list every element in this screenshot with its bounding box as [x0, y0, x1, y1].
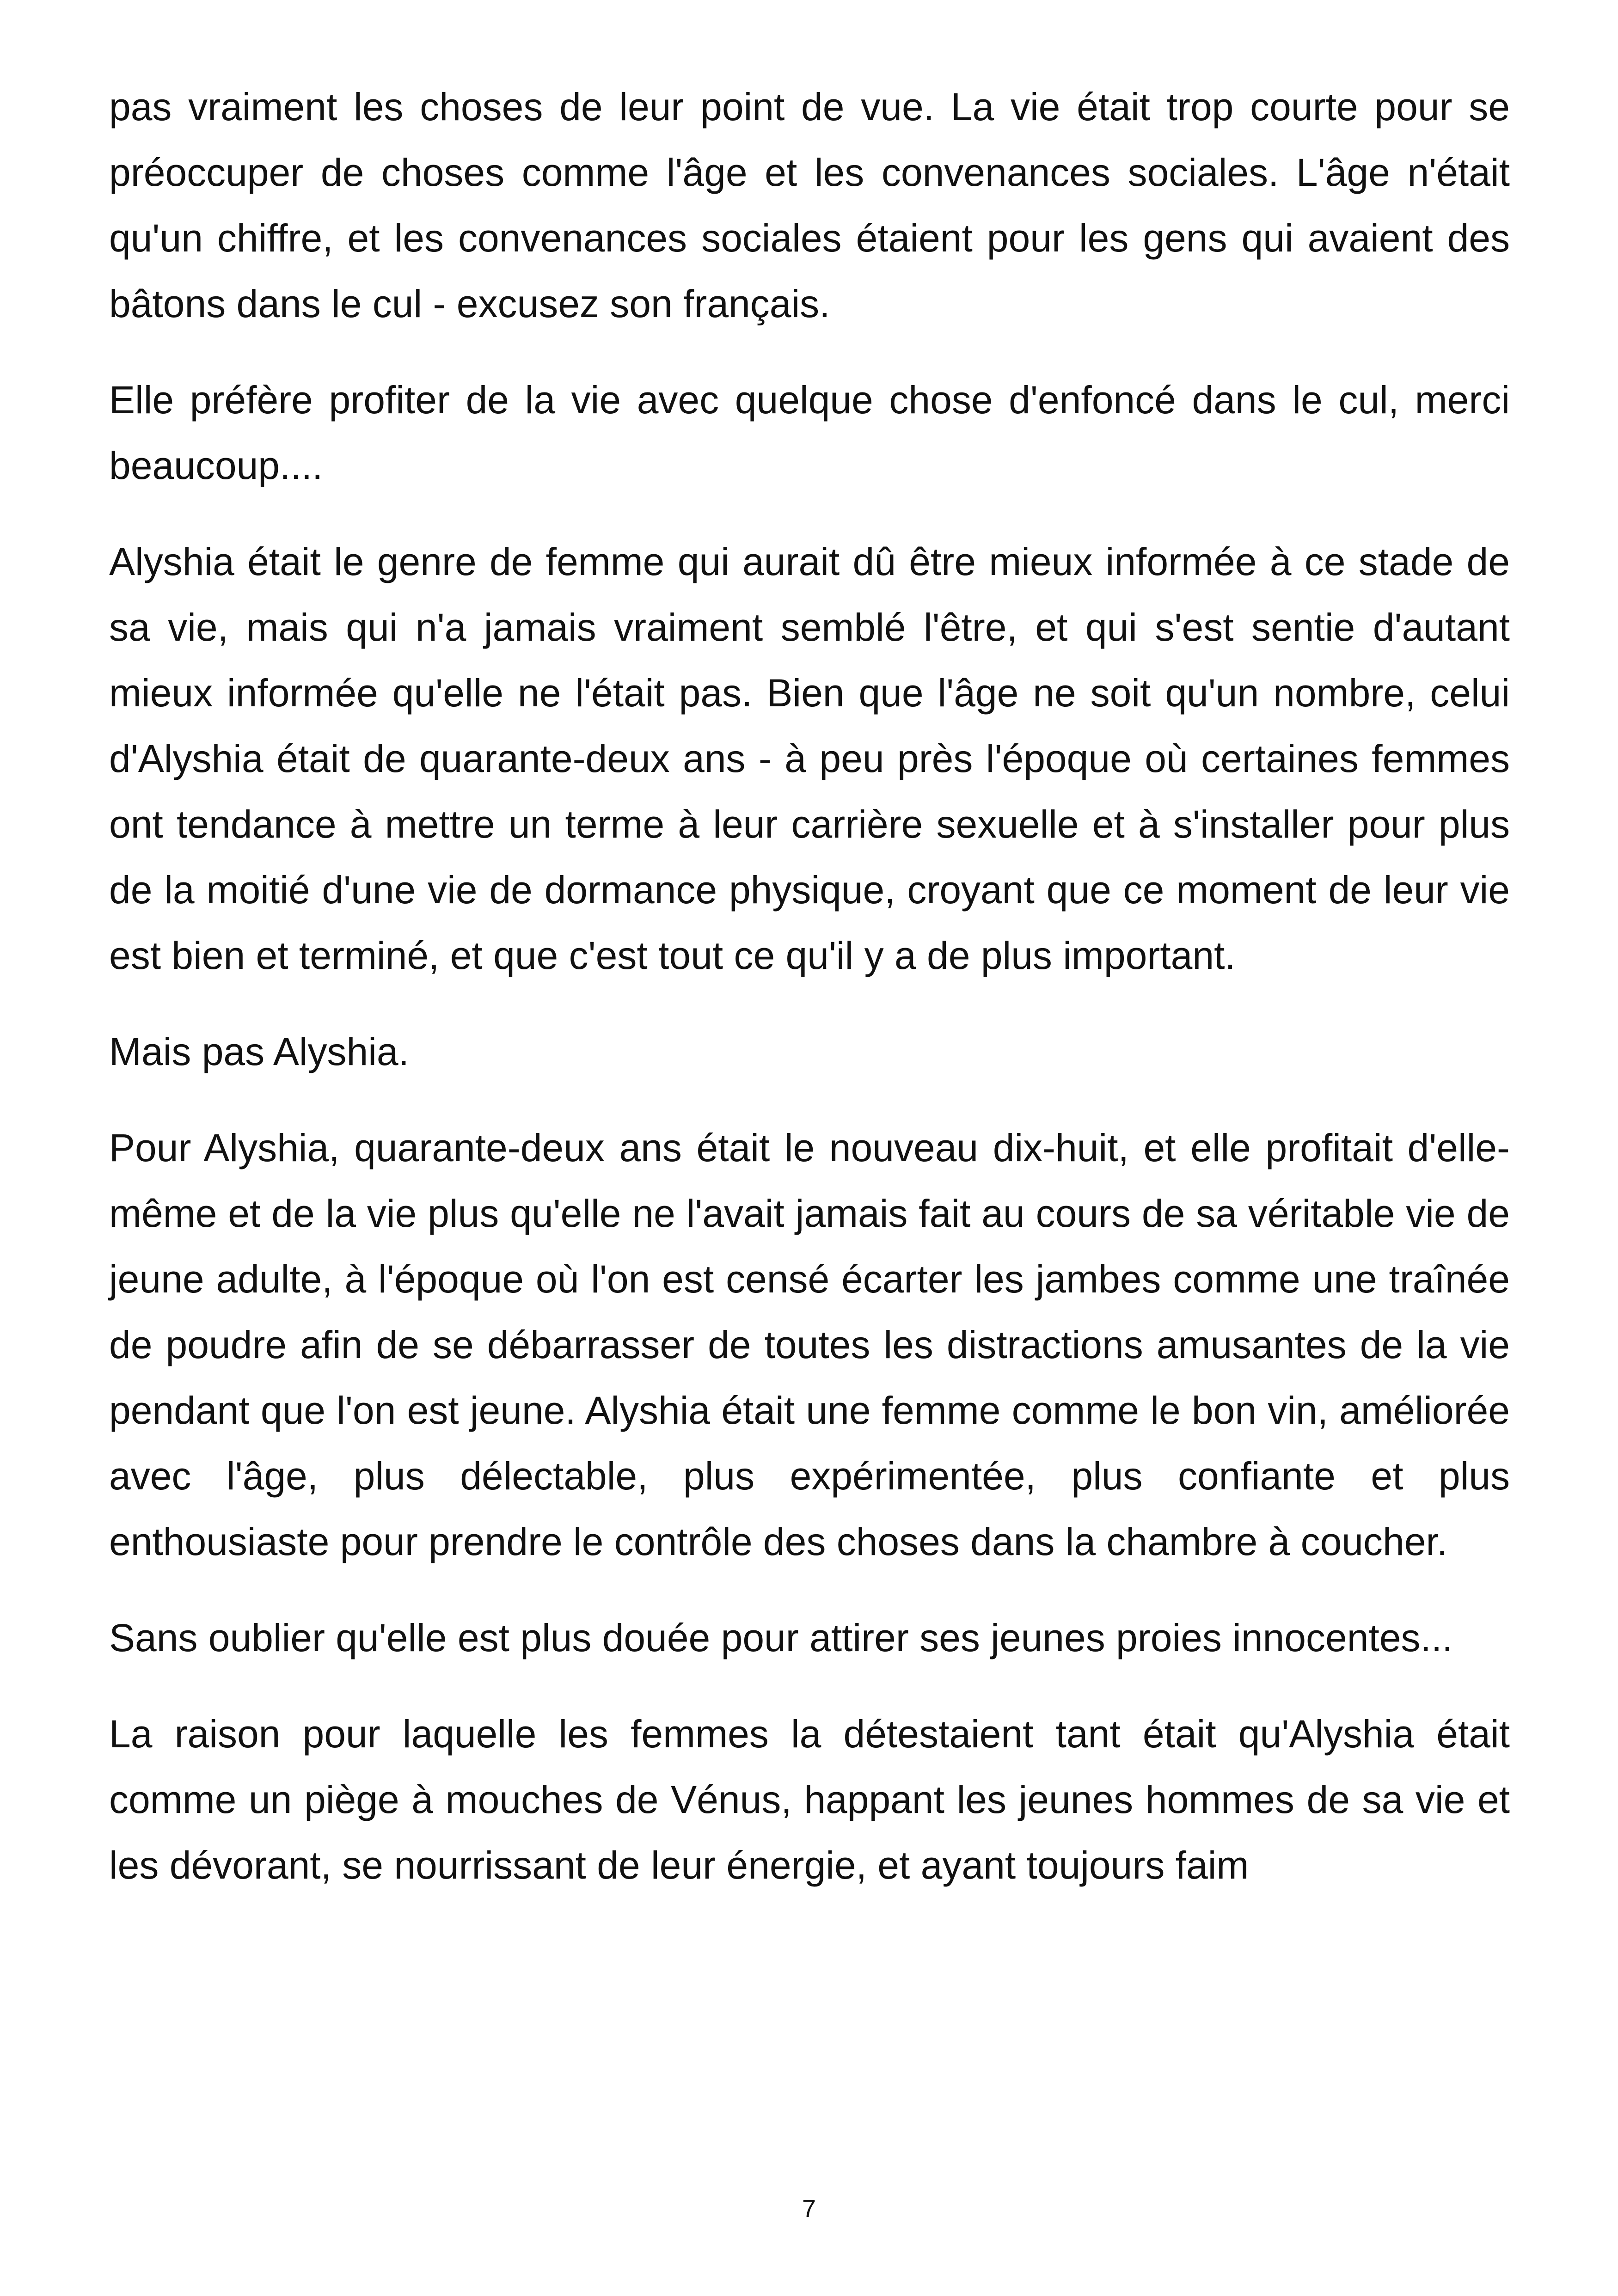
paragraph: Mais pas Alyshia.: [109, 1030, 409, 1073]
paragraph: Pour Alyshia, quarante-deux ans était le nouveau dix-huit, et elle profitait d'elle-même et de la vie plus qu'elle ne l'avait jamais fait au cours de sa véritable vie de jeune adulte, à l'époque où l'on est censé écarter les jambes comme une traînée de poudre afin de se débarrasser de toutes les distractions amusantes de la vie pendant que l'on est jeune. Alyshia était une femme comme le bon vin, améliorée avec l'âge, plus délectable, plus expérimentée, plus confiante et plus enthousiaste pour prendre le contrôle des choses dans la chambre à coucher.: [109, 1126, 1510, 1563]
page-number: 7: [802, 2195, 816, 2223]
paragraph: Elle préfère profiter de la vie avec quelque chose d'enfoncé dans le cul, merci beaucoup....: [109, 378, 1510, 487]
body-text: [109, 74, 1510, 1929]
paragraph: Sans oublier qu'elle est plus douée pour attirer ses jeunes proies innocentes...: [109, 1616, 1453, 1659]
paragraph: La raison pour laquelle les femmes la détestaient tant était qu'Alyshia était comme un piège à mouches de Vénus, happant les jeunes hommes de sa vie et les dévorant, se nourrissant de leur énergie, et ayant toujours faim: [109, 1712, 1510, 1887]
paragraph: pas vraiment les choses de leur point de vue. La vie était trop courte pour se préoccuper de choses comme l'âge et les convenances sociales. L'âge n'était qu'un chiffre, et les convenances sociales étaient pour les gens qui avaient des bâtons dans le cul - excusez son français.: [109, 85, 1510, 325]
paragraph: Alyshia était le genre de femme qui aurait dû être mieux informée à ce stade de sa vie, mais qui n'a jamais vraiment semblé l'être, et qui s'est sentie d'autant mieux informée qu'elle ne l'était pas. Bien que l'âge ne soit qu'un nombre, celui d'Alyshia était de quarante-deux ans - à peu près l'époque où certaines femmes ont tendance à mettre un terme à leur carrière sexuelle et à s'installer pour plus de la moitié d'une vie de dormance physique, croyant que ce moment de leur vie est bien et terminé, et que c'est tout ce qu'il y a de plus important.: [109, 540, 1510, 977]
